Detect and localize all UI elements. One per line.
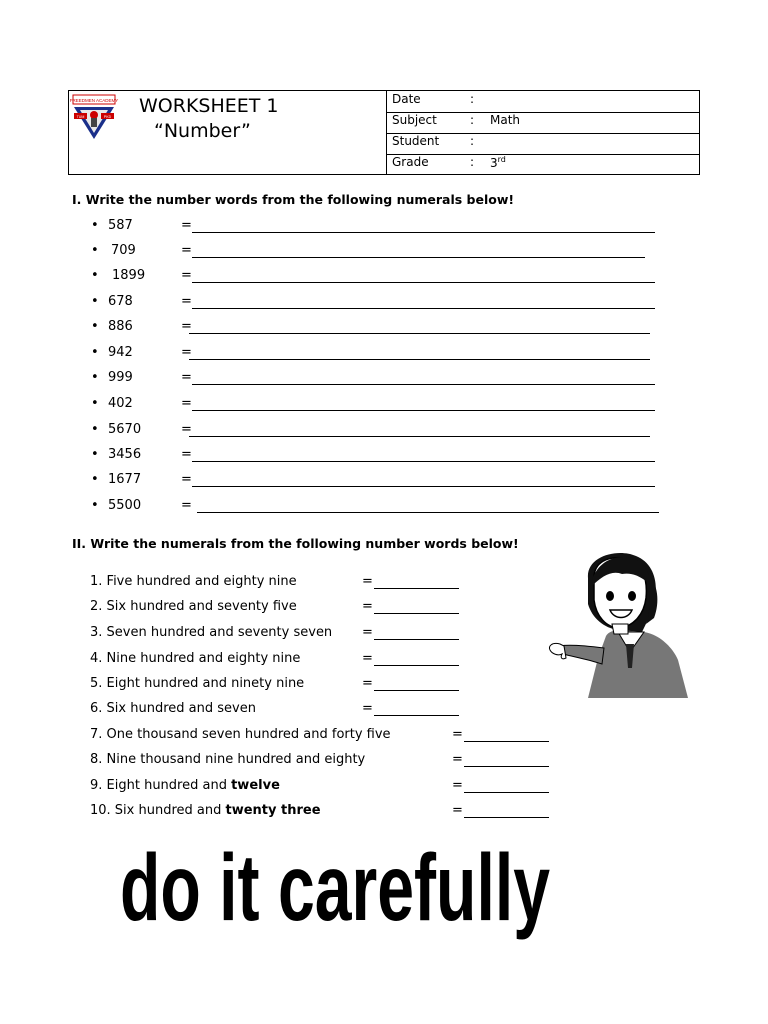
answer-line[interactable]: [192, 461, 655, 462]
info-value[interactable]: Math: [490, 113, 521, 127]
section-2-heading: II. Write the numerals from the following number words below!: [72, 536, 519, 551]
numeral: 709: [111, 243, 136, 258]
answer-line[interactable]: [197, 512, 659, 513]
equals-sign: =: [362, 625, 373, 640]
svg-text:TUM: TUM: [76, 115, 85, 119]
info-row-subject: [387, 112, 699, 134]
answer-line[interactable]: [189, 359, 650, 360]
section-1-heading: I. Write the number words from the following numerals below!: [72, 192, 515, 207]
equals-sign: =: [181, 218, 192, 233]
teacher-illustration: [548, 548, 693, 700]
numeral: 942: [108, 345, 133, 360]
equals-sign: =: [362, 701, 373, 716]
answer-line[interactable]: [464, 817, 549, 818]
answer-line[interactable]: [374, 665, 459, 666]
numeral: 1677: [108, 472, 142, 487]
answer-line[interactable]: [374, 639, 459, 640]
info-colon: :: [470, 155, 475, 169]
svg-text:FREEDMEN ACADEMY: FREEDMEN ACADEMY: [69, 98, 119, 103]
number-words: 7. One thousand seven hundred and forty five: [90, 727, 391, 742]
answer-line[interactable]: [192, 282, 655, 283]
bullet-icon: •: [91, 396, 99, 411]
equals-sign: =: [452, 778, 463, 793]
number-words: 4. Nine hundred and eighty nine: [90, 651, 301, 666]
equals-sign: =: [362, 676, 373, 691]
equals-sign: =: [181, 243, 192, 258]
bullet-icon: •: [91, 422, 99, 437]
info-label: Subject: [392, 113, 437, 127]
equals-sign: =: [181, 422, 192, 437]
equals-sign: =: [181, 294, 192, 309]
grade-suffix: rd: [497, 155, 506, 164]
bullet-icon: •: [91, 472, 99, 487]
answer-line[interactable]: [464, 766, 549, 767]
numeral: 1899: [112, 268, 146, 283]
info-row-grade: [387, 154, 699, 175]
numeral: 3456: [108, 447, 142, 462]
worksheet-subtitle: “Number”: [154, 120, 251, 142]
bullet-icon: •: [91, 294, 99, 309]
numeral: 886: [108, 319, 133, 334]
numeral: 999: [108, 370, 133, 385]
answer-line[interactable]: [189, 333, 650, 334]
bullet-icon: •: [91, 370, 99, 385]
bullet-icon: •: [91, 345, 99, 360]
grade-number: 3: [490, 156, 498, 170]
number-words: 5. Eight hundred and ninety nine: [90, 676, 305, 691]
info-row-student: [387, 133, 699, 155]
info-row-date: [387, 91, 699, 113]
info-colon: :: [470, 92, 475, 106]
info-label: Date: [392, 92, 421, 106]
equals-sign: =: [181, 447, 192, 462]
bullet-icon: •: [91, 498, 99, 513]
answer-line[interactable]: [192, 410, 655, 411]
answer-line[interactable]: [464, 741, 549, 742]
bullet-icon: •: [91, 319, 99, 334]
number-words-plain: 10. Six hundred and: [90, 803, 226, 818]
answer-line[interactable]: [192, 257, 645, 258]
number-words-bold: twenty three: [225, 803, 321, 818]
number-words-plain: 9. Eight hundred and: [90, 778, 232, 793]
slogan-text: do it carefully: [119, 834, 551, 941]
number-words-bold: twelve: [231, 778, 280, 793]
bullet-icon: •: [91, 243, 99, 258]
equals-sign: =: [362, 574, 373, 589]
numeral: 5500: [108, 498, 142, 513]
number-words: 1. Five hundred and eighty nine: [90, 574, 297, 589]
info-label: Student: [392, 134, 440, 148]
equals-sign: =: [181, 345, 192, 360]
number-words: 8. Nine thousand nine hundred and eighty: [90, 752, 366, 767]
svg-text:PKD: PKD: [103, 115, 112, 119]
answer-line[interactable]: [192, 486, 655, 487]
answer-line[interactable]: [374, 613, 459, 614]
worksheet-title: WORKSHEET 1: [139, 95, 279, 117]
info-label: Grade: [392, 155, 429, 169]
equals-sign: =: [452, 727, 463, 742]
number-words: 6. Six hundred and seven: [90, 701, 256, 716]
equals-sign: =: [181, 498, 192, 513]
answer-line[interactable]: [374, 715, 459, 716]
equals-sign: =: [362, 599, 373, 614]
bullet-icon: •: [91, 218, 99, 233]
answer-line[interactable]: [192, 384, 655, 385]
answer-line[interactable]: [192, 232, 655, 233]
info-colon: :: [470, 113, 475, 127]
numeral: 5670: [108, 422, 142, 437]
number-words: [90, 778, 280, 793]
equals-sign: =: [362, 651, 373, 666]
equals-sign: =: [181, 396, 192, 411]
bullet-icon: •: [91, 447, 99, 462]
equals-sign: =: [181, 472, 192, 487]
header-title-cell: [69, 91, 387, 174]
equals-sign: =: [181, 319, 192, 334]
number-words: [90, 803, 321, 818]
number-words: 3. Seven hundred and seventy seven: [90, 625, 333, 640]
equals-sign: =: [181, 268, 192, 283]
equals-sign: =: [452, 803, 463, 818]
answer-line[interactable]: [464, 792, 549, 793]
info-value[interactable]: [490, 155, 506, 170]
numeral: 678: [108, 294, 133, 309]
answer-line[interactable]: [192, 308, 655, 309]
bullet-icon: •: [91, 268, 99, 283]
numeral: 402: [108, 396, 133, 411]
info-colon: :: [470, 134, 475, 148]
answer-line[interactable]: [189, 436, 650, 437]
numeral: 587: [108, 218, 133, 233]
equals-sign: =: [452, 752, 463, 767]
worksheet-header: [68, 90, 700, 175]
school-logo: [71, 93, 117, 141]
answer-line[interactable]: [374, 588, 459, 589]
equals-sign: =: [181, 370, 192, 385]
answer-line[interactable]: [374, 690, 459, 691]
number-words: 2. Six hundred and seventy five: [90, 599, 297, 614]
slogan-wordart: [115, 834, 555, 950]
